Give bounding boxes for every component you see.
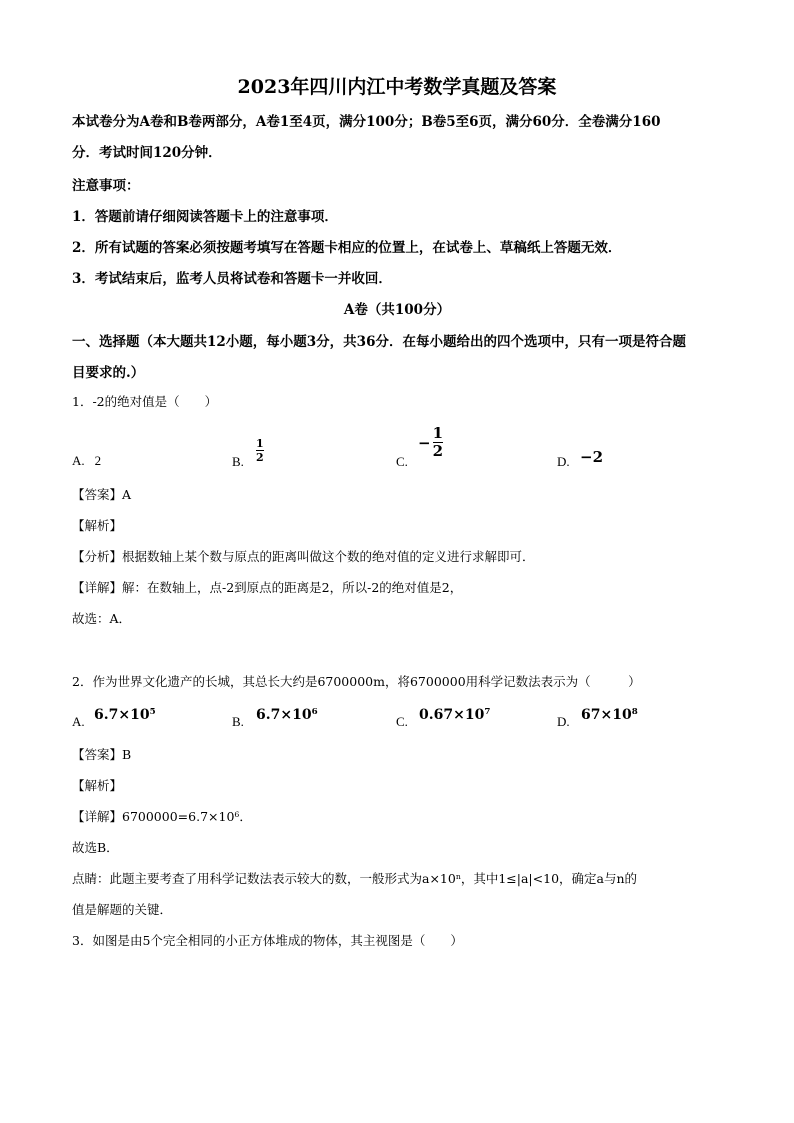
- q2-option-d-exponent: 8: [631, 707, 638, 718]
- question-3-stem: 3．如图是由5个完全相同的小正方体堆成的物体，其主视图是（ ）: [72, 933, 463, 948]
- note-item-2: 2．所有试题的答案必须按题考填写在答题卡相应的位置上，在试卷上、草稿纸上答题无效．: [72, 240, 622, 256]
- q1-option-c-sign: −: [418, 433, 431, 452]
- q2-remark-end: ，其中1≤|a|<10，确定a与n的: [460, 871, 638, 886]
- q2-analysis-label: 【解析】: [72, 778, 123, 793]
- section-heading-line-2: 目要求的.）: [72, 365, 145, 381]
- q2-option-c-base: 0.67×10: [419, 707, 485, 723]
- q1-option-b-denominator: 2: [256, 451, 264, 464]
- q2-detail: [72, 807, 252, 825]
- q2-option-c-value: [419, 707, 490, 723]
- q2-remark-exponent: n: [455, 871, 461, 881]
- q2-option-c-letter: C.: [396, 714, 408, 729]
- q2-option-b-letter: B.: [232, 714, 244, 729]
- q2-option-c-exponent: 7: [484, 707, 491, 718]
- q2-detail-end: ．: [239, 809, 252, 824]
- q2-option-d-value: [581, 707, 638, 723]
- q2-detail-text: 【详解】6700000=6.7×10: [72, 809, 235, 824]
- q1-option-d-value: −2: [580, 448, 604, 466]
- q2-option-d-letter: D.: [557, 714, 570, 729]
- q1-option-b-numerator: 1: [256, 437, 264, 450]
- q2-remark-text: 点睛：此题主要考查了用科学记数法表示较大的数，一般形式为a×10: [72, 871, 456, 886]
- q2-remark-line-2: 值是解题的关键．: [72, 902, 173, 917]
- question-2-stem: 2．作为世界文化遗产的长城，其总长大约是6700000m，将6700000用科学记数法表示为（ ）: [72, 674, 641, 689]
- q2-option-b-base: 6.7×10: [256, 707, 312, 723]
- q1-choice: 故选：A．: [72, 611, 132, 626]
- q2-option-b-value: [256, 707, 318, 723]
- section-heading-line-1: 一、选择题（本大题共12小题，每小题3分，共36分．在每小题给出的四个选项中，只有一项是符合题: [72, 334, 686, 350]
- q1-option-b-letter: B.: [232, 454, 244, 469]
- q1-option-c-denominator: 2: [432, 442, 444, 460]
- q2-option-a-letter: A.: [72, 714, 85, 729]
- q2-answer: 【答案】B: [72, 747, 132, 762]
- q2-detail-exponent: 6: [234, 809, 240, 819]
- q1-option-c-letter: C.: [396, 454, 408, 469]
- q2-option-a-base: 6.7×10: [94, 707, 150, 723]
- q1-option-a-letter: A.: [72, 453, 85, 468]
- q2-option-a-value: [94, 707, 156, 723]
- q1-option-b-fraction: [256, 438, 264, 463]
- q1-option-c-numerator: 1: [432, 424, 444, 442]
- q1-option-a-value: 2: [94, 453, 102, 468]
- q2-option-d-base: 67×10: [581, 707, 632, 723]
- note-item-3: 3．考试结束后，监考人员将试卷和答题卡一并收回．: [72, 271, 392, 287]
- q2-option-b-exponent: 6: [311, 707, 318, 718]
- q2-option-a-exponent: 5: [149, 707, 156, 718]
- q1-analysis: 【分析】根据数轴上某个数与原点的距离叫做这个数的绝对值的定义进行求解即可．: [72, 549, 535, 564]
- section-title: A卷（共100分）: [343, 302, 451, 318]
- q1-option-a: [72, 452, 101, 470]
- note-item-1: 1．答题前请仔细阅读答题卡上的注意事项．: [72, 209, 338, 225]
- intro-line-1: 本试卷分为A卷和B卷两部分，A卷1至4页，满分100分；B卷5至6页，满分60分．全卷满分160: [72, 114, 661, 130]
- q2-remark-line-1: [72, 869, 637, 887]
- q1-answer: 【答案】A: [72, 487, 132, 502]
- q1-option-d-letter: D.: [557, 454, 570, 469]
- q1-option-c-fraction: [418, 426, 443, 459]
- q1-detail: 【详解】解：在数轴上，点-2到原点的距离是2，所以-2的绝对值是2，: [72, 580, 463, 595]
- question-1-stem: 1．-2的绝对值是（ ）: [72, 394, 218, 409]
- q1-analysis-label: 【解析】: [72, 518, 123, 533]
- intro-line-2: 分．考试时间120分钟．: [72, 145, 222, 161]
- page-title: 2023年四川内江中考数学真题及答案: [237, 76, 557, 98]
- q2-choice: 故选B．: [72, 840, 119, 855]
- notes-heading: 注意事项：: [72, 178, 140, 194]
